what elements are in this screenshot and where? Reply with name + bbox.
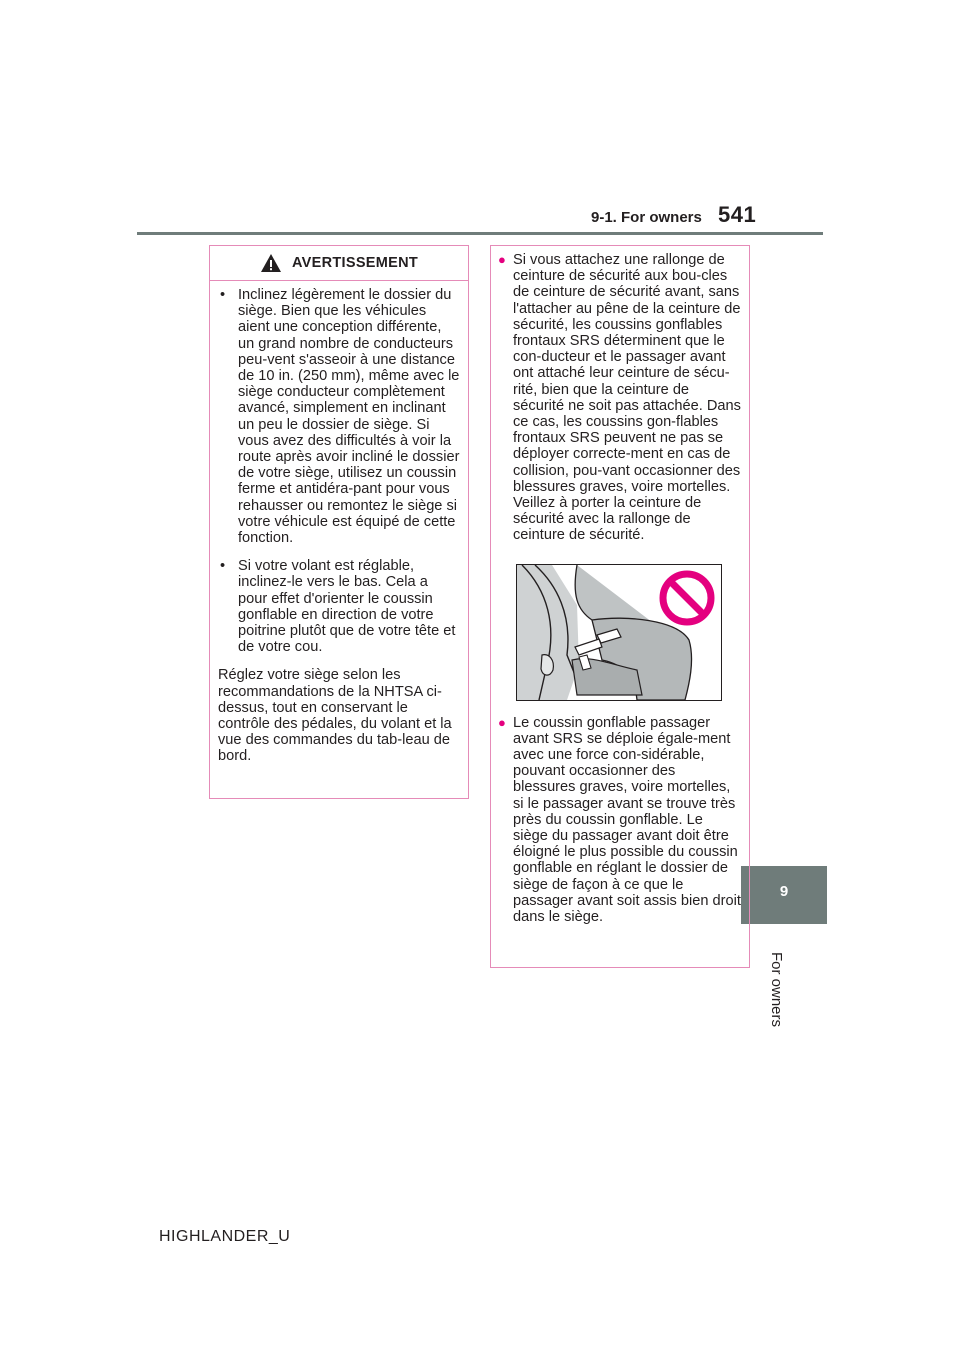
caution-box (490, 245, 750, 968)
bullet-circle-icon: ● (498, 252, 506, 267)
warning-header (210, 246, 468, 281)
warning-body (210, 281, 468, 765)
caution-item (498, 715, 741, 926)
warning-bullet (218, 558, 460, 655)
bullet-text: Si votre volant est réglable, inclinez-le vers le bas. Cela a pour effet d'orienter le coussin gonflable en direction de votre poitrine plutôt que de votre tête et de votre cou. (238, 558, 456, 656)
chapter-label: For owners (768, 952, 785, 1028)
caution-text: Le coussin gonflable passager avant SRS se déploie égale-ment avec une force con-sidérable, pouvant occasionner des blessures graves, voire mortelles, si le passager avant se trouve très près du coussin gonflable. Le siège du passager avant doit être éloigné le plus possible du coussin gonflable en réglant le dossier de siège de façon à ce que le passager avant soit assis bien droit dans le siège. (513, 714, 741, 926)
chapter-number: 9 (779, 883, 789, 900)
page-header (0, 0, 960, 240)
page-number: 541 (718, 202, 757, 227)
warning-bullet (218, 287, 460, 546)
bullet-circle-icon: ● (498, 714, 506, 730)
seatbelt-extender-illustration (516, 564, 722, 701)
seat-illustration (517, 565, 721, 700)
warning-closing-paragraph: Réglez votre siège selon les recommandations de la NHTSA ci-dessus, tout en conservant le contrôle des pédales, du volant et la vue des commandes du tab-leau de bord. (218, 667, 452, 765)
bullet-mark: • (220, 558, 226, 575)
chapter-tab (741, 866, 827, 924)
caution-text: Si vous attachez une rallonge de ceinture de sécurité aux bou-cles de ceinture de sécurité avant, sans l'attacher au pêne de la ceinture de sécurité, les coussins gonflables frontaux SRS déterminent que le con-ducteur et le passager avant ont attaché leur ceinture de sécu-rité, bien que la ceinture de sécurité ne soit pas attachée. Dans ce cas, les coussins gon-flables frontaux SRS peuvent ne pas se déployer correcte-ment en cas de collision, pou-vant occasionner des blessures graves, voire mortelles. Veillez à porter la ceinture de sécurité avec la rallonge de ceinture de sécurité. (513, 252, 741, 544)
warning-triangle-icon (260, 253, 282, 273)
warning-title: AVERTISSEMENT (291, 255, 419, 271)
footer-model: HIGHLANDER_U (159, 1228, 291, 1245)
bullet-mark: • (220, 287, 226, 303)
header-rule (137, 232, 823, 235)
section-title: 9-1. For owners (591, 209, 702, 226)
caution-item (498, 252, 741, 544)
warning-box (209, 245, 469, 799)
bullet-text: Inclinez légèrement le dossier du siège. Bien que les véhicules aient une conception différente, un grand nombre de conducteurs peu-vent s'asseoir à une distance de 10 in. (250 mm), même avec le siège conducteur complètement avancé, simplement en inclinant un peu le dossier de siège. Si vous avez des difficultés à voir la route après avoir incliné le dossier de votre siège, utilisez un coussin ferme et antidéra-pant pour vous rehausser ou remontez le siège si votre véhicule est équipé de cette fonction. (238, 287, 460, 547)
